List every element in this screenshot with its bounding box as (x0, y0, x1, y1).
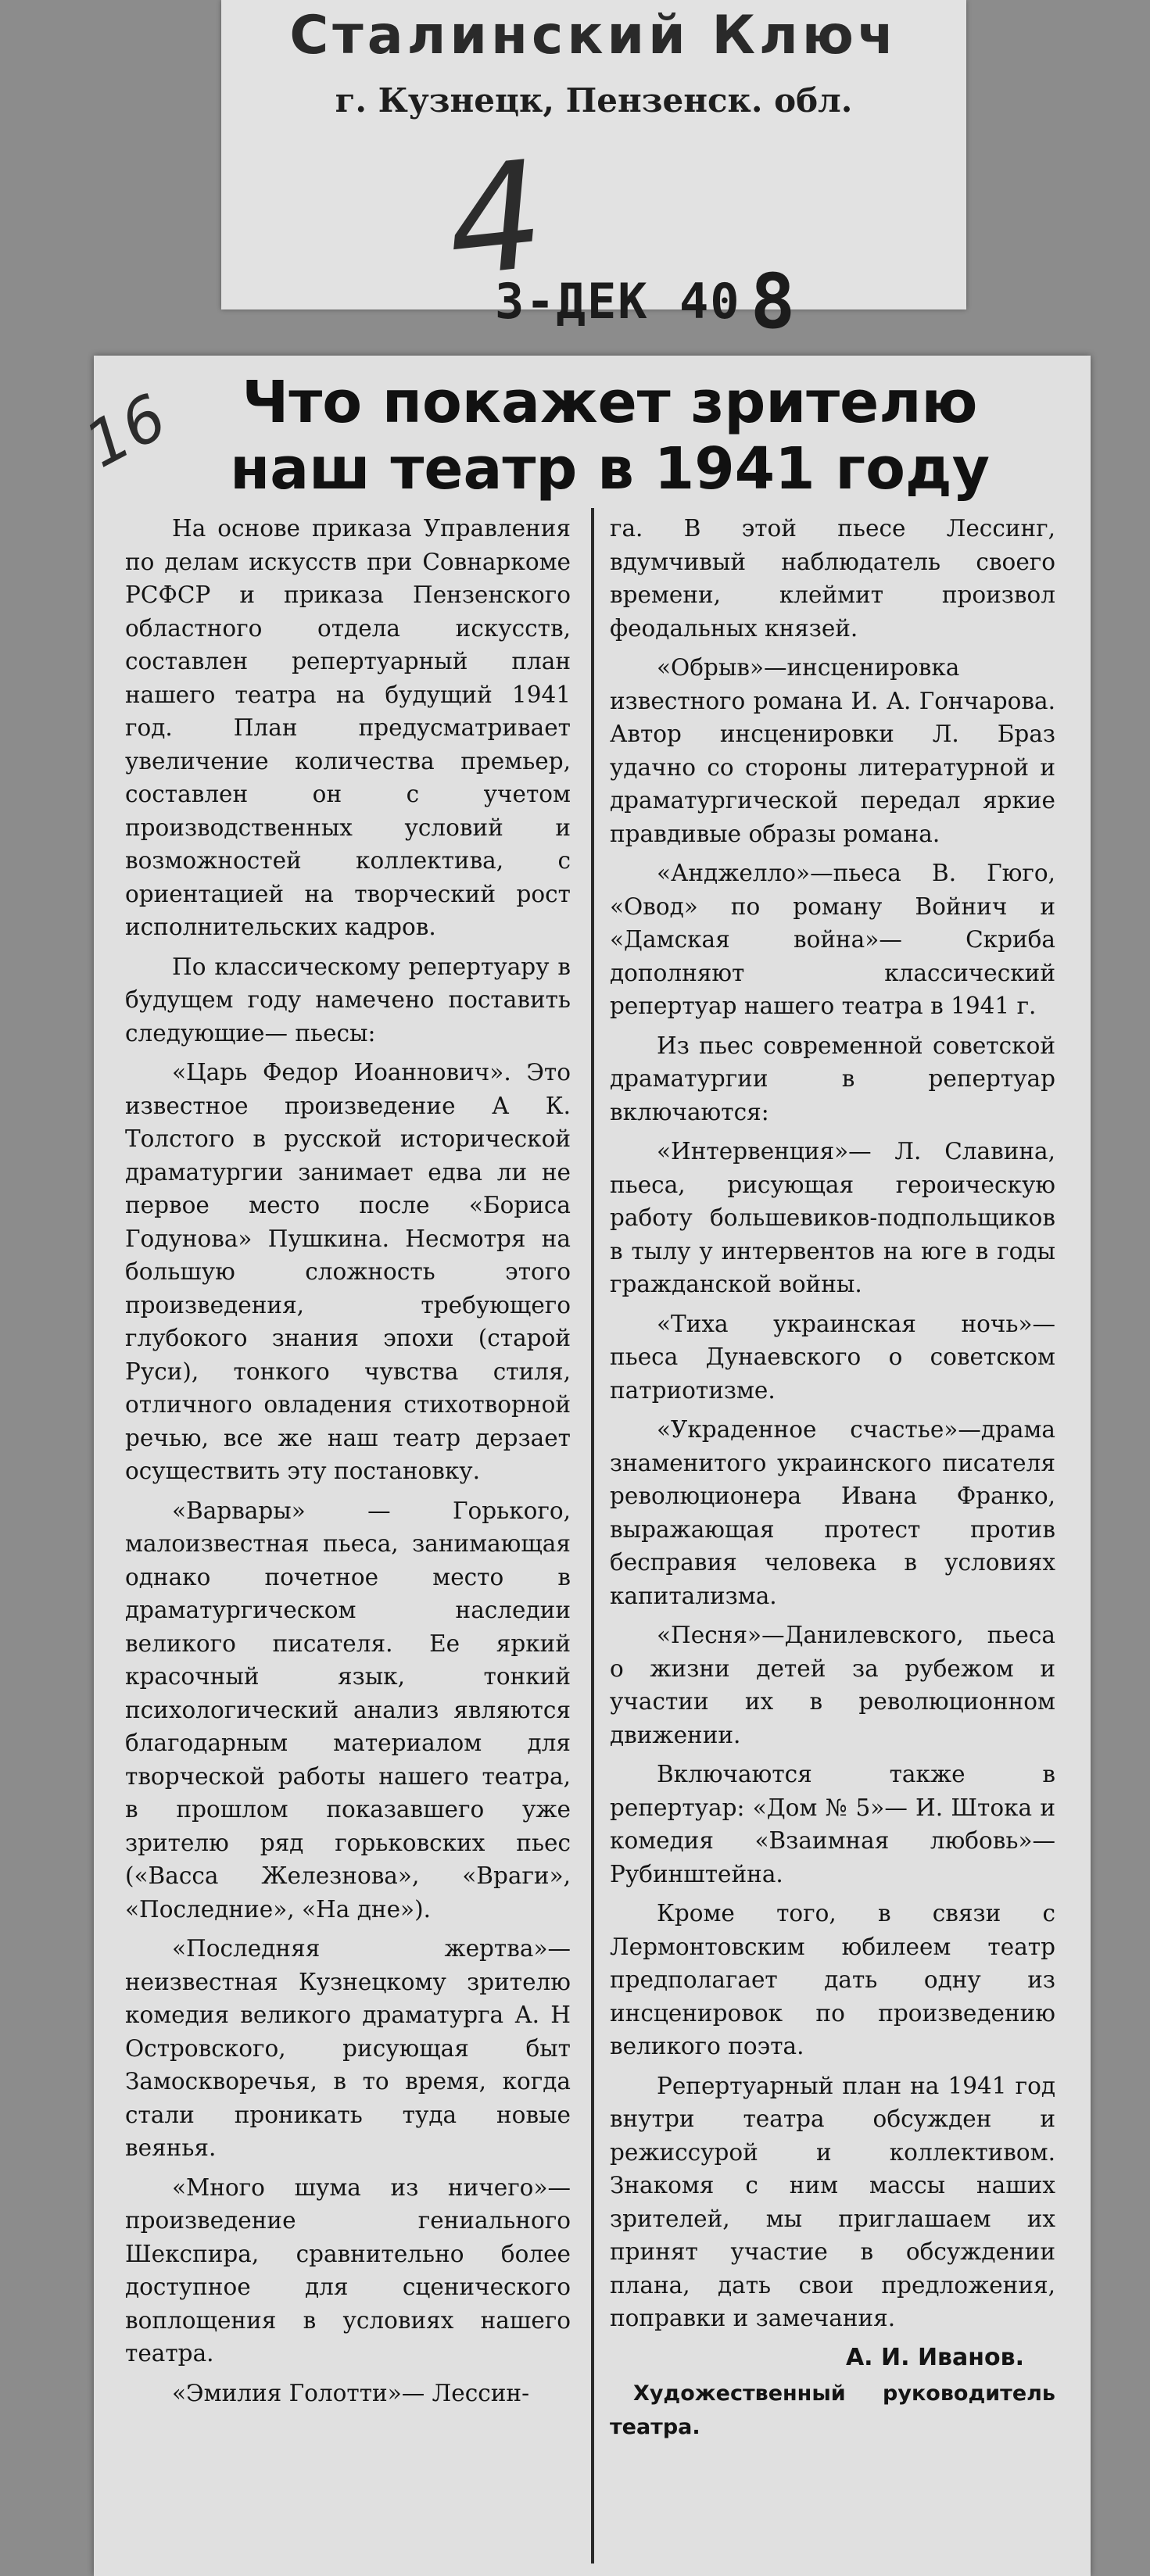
paragraph: Репертуарный план на 1941 год внутри театра обсужден и режиссурой и коллективом. Знакомя с ним массы наших зрителей, мы приглашаем их принят участие в обсуждении плана, дать свои предложения, поправки и замечания. (610, 2072, 1055, 2331)
paragraph: «Эмилия Голотти»— Лесcин- (172, 2379, 530, 2406)
paragraph: На основе приказа Управления по делам искусств при Совнаркоме РСФСР и приказа Пензенского областного отдела искусств, составлен репертуарный план нашего театра на будущий 1941 год. План предусматривает увеличение количества премьер, составлен он с учетом производственных условий и возможностей коллектива, с ориентацией на творческий рост исполнительских кадров. (125, 515, 571, 940)
paragraph: По классическому репертуару в будущем году намечено поставить следующие— пьесы: (125, 953, 571, 1046)
paragraph: «Варвары» — Горького, малоизвестная пьеса, занимающая однако почетное место в драматургическом наследии великого писателя. Ее яркий красочный язык, тонкий психологический анализ являются благодарным материалом для творческой работы нашего театра, в прошлом показавшего уже зрителю ряд горьковских пьес («Васса Железнова», «Враги», «Последние», «На дне»). (125, 1497, 571, 1923)
page-number: 8 (750, 258, 797, 345)
author-position: Художественный руководитель театра. (610, 2381, 1055, 2439)
paragraph: «Украденное счастье»—драма знаменитого украинского писателя революционера Ивана Франко, выражающая протест против бесправия человека в условиях капитализма. (610, 1416, 1055, 1609)
margin-note: 16 (73, 380, 178, 482)
paragraph: Кроме того, в связи с Лермонтовским юбилеем театр предполагает дать одну из инсценировок по произведению великого поэта. (610, 1900, 1055, 2059)
paragraph: «Царь Федор Иоаннович». Это известное произведение А К. Толстого в русской исторической драматургии занимает едва ли не первое место после «Бориса Годунова» Пушкина. Несмотря на большую сложность этого произведения, требующего глубокого знания эпохи (старой Руси), тонкого чувства стиля, отличного овладения стихотворной речью, все же наш театр дерзает осуществить эту постановку. (125, 1059, 571, 1484)
newspaper-label-strip (221, 0, 966, 345)
paragraph: га. В этой пьесе Лессинг, вдумчивый наблюдатель своего времени, клеймит произвол феодальных князей. (610, 515, 1055, 642)
date-stamp (495, 258, 797, 345)
paragraph: «Интервенция»— Л. Славина, пьеса, рисующая героическую работу большевиков-подпольщиков в тылу у интервентов на юге в годы гражданской войны. (610, 1138, 1055, 1297)
headline-line-2: наш театр в 1941 году (230, 435, 990, 503)
paragraph: Из пьес современной советской драматургии в репертуар включаются: (610, 1032, 1055, 1125)
headline-line-1: Что покажет зрителю (242, 369, 978, 436)
author-signature: А. И. Иванов. (845, 2343, 1024, 2371)
paragraph: «Анджелло»—пьеса В. Гюго, «Овод» по роману Войнич и «Дамская война»— Скриба дополняют классический репертуар нашего театра в 1941 г. (610, 860, 1055, 1019)
paragraph: «Последняя жертва»—неизвестная Кузнецкому зрителю комедия великого драматурга А. Н Островского, рисующая быт Замоскворечья, в то время, когда стали проникать туда новые веянья. (125, 1935, 571, 2161)
paragraph: «Тиха украинская ночь»— пьеса Дунаевского о советском патриотизме. (610, 1310, 1055, 1404)
paragraph: Включаются также в репертуар: «Дом № 5»— И. Штока и комедия «Взаимная любовь»— Рубинштейна. (610, 1761, 1055, 1887)
column-divider (591, 508, 594, 2563)
article-clipping (73, 356, 1091, 2576)
newspaper-city: г. Кузнецк, Пензенск. обл. (335, 81, 853, 120)
date-stamp-text: 3-ДЕК 40 (495, 273, 741, 330)
paragraph: «Песня»—Данилевского, пьеса о жизни детей за рубежом и участии их в революционном движении. (610, 1622, 1055, 1748)
paragraph: «Обрыв»—инсценировка известного романа И. А. Гончарова. Автор инсценировки Л. Браз удачно со стороны литературной и драматургической передал яркие правдивые образы романа. (610, 654, 1055, 847)
newspaper-name: Сталинский Ключ (289, 5, 898, 66)
left-column (125, 512, 571, 2416)
paragraph: «Много шума из ничего»— произведение гениального Шекспира, сравнительно более доступное для сценического воплощения в условиях нашего театра. (125, 2174, 571, 2367)
right-column (610, 512, 1055, 2444)
handwritten-mark: 4 (439, 128, 552, 310)
